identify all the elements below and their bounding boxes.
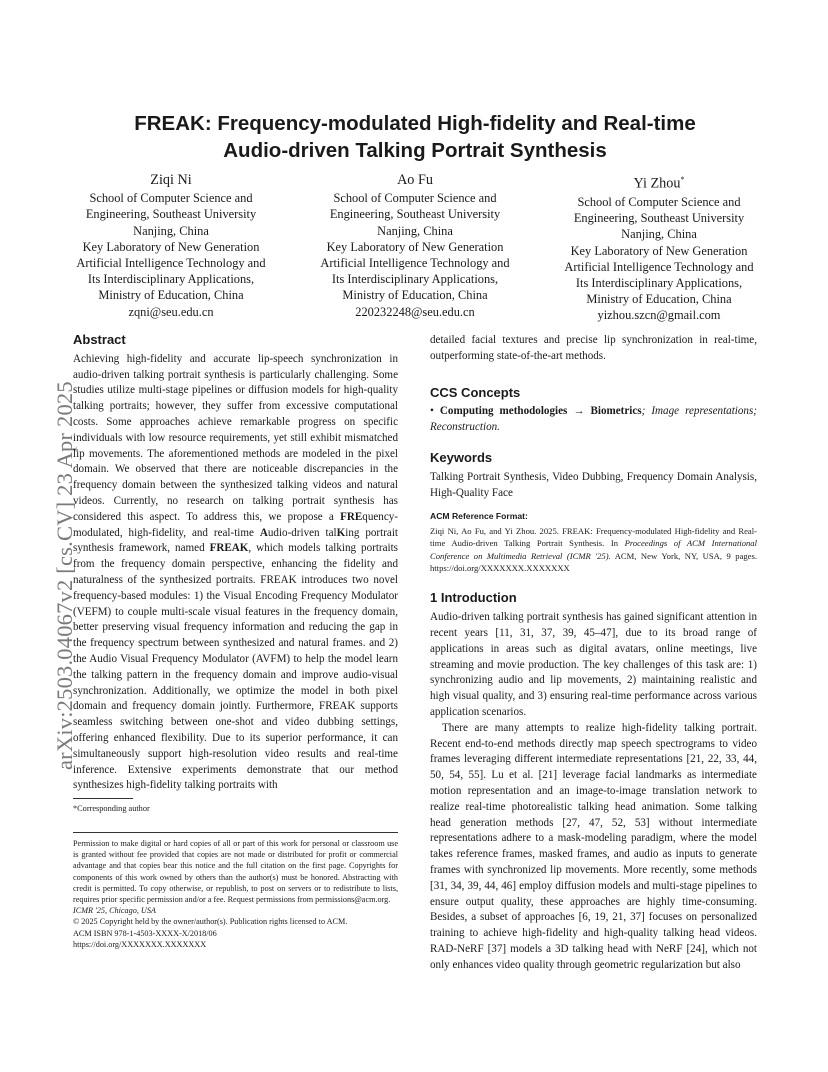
affil-line: Engineering, Southeast University bbox=[573, 211, 745, 226]
affil-line: Key Laboratory of New Generation bbox=[326, 239, 504, 254]
affil-line: Its Interdisciplinary Applications, bbox=[331, 272, 499, 287]
ccs-text: • Computing methodologies → Biometrics; Image representations; Reconstruction. bbox=[430, 405, 757, 434]
affil-line: Its Interdisciplinary Applications, bbox=[575, 275, 743, 290]
title-line-2: Audio-driven Talking Portrait Synthesis bbox=[223, 139, 607, 162]
affil-line: Ministry of Education, China bbox=[586, 292, 732, 307]
intro-paragraph-2: There are many attempts to realize high-fidelity talking portrait. Recent end-to-end methods directly map speech spectrograms to video frames leveraging different intermediate representations [21, 22, 33, 44, 50, 54, 55]. Lu et al. [21] leverage facial landmarks as intermediate motion representation and an image-to-image translation network to realize real-time photorealistic talking head animation. Some talking head generation methods [27, 47, 52, 53] without intermediate representations adhere to a mask-modeling paradigm, where the model takes reference frames, masked frames, and audio as inputs to generate frames with synchronized lip movements. More recently, some methods [31, 34, 39, 44, 46] employ diffusion models and multi-stage pipelines to ensure output quality, these approaches are highly time-consuming. Besides, a subset of approaches [6, 19, 21, 37] focuses on personalized training to achieve high-fidelity and high-quality talking head videos. RAD-NeRF [37] models a 3D talking head with NeRF [24], which not only enhances video quality through geometric regularization but also bbox=[430, 721, 757, 971]
author-3 bbox=[548, 172, 770, 324]
affil-line: School of Computer Science and bbox=[89, 191, 253, 206]
paper-title bbox=[60, 110, 770, 164]
doi-link[interactable]: https://doi.org/XXXXXXX.XXXXXXX bbox=[73, 939, 207, 949]
affil-line: Engineering, Southeast University bbox=[85, 207, 257, 222]
arxiv-id: arXiv:2503.04067v2 [cs.CV] 23 Apr 2025 bbox=[52, 381, 77, 770]
author-name: Ao Fu bbox=[397, 172, 433, 188]
author-name: Ziqi Ni bbox=[150, 172, 192, 188]
affil-line: Artificial Intelligence Technology and bbox=[76, 256, 266, 271]
affil-line: Ministry of Education, China bbox=[342, 288, 488, 303]
permission-rule bbox=[73, 832, 398, 833]
author-email: 220232248@seu.edu.cn bbox=[355, 304, 475, 319]
corresponding-mark: * bbox=[680, 175, 685, 184]
affil-line: Engineering, Southeast University bbox=[329, 207, 501, 222]
keywords-heading: Keywords bbox=[430, 449, 493, 465]
affil-line: Ministry of Education, China bbox=[98, 288, 244, 303]
author-email: yizhou.szcn@gmail.com bbox=[597, 308, 721, 323]
ccs-heading: CCS Concepts bbox=[430, 384, 521, 400]
abstract-continued: detailed facial textures and precise lip synchronization in real-time, outperforming state-of-the-art methods. bbox=[430, 334, 757, 362]
author-name: Yi Zhou* bbox=[633, 175, 685, 192]
permission-text: Permission to make digital or hard copies of all or part of this work for personal or classroom use is granted without fee provided that copies are not made or distributed for profit or commercial advantage and that copies bear this notice and the full citation on the first page. Copyrights for components of this work owned by others than the author(s) must be honored. Abstracting with credit is permitted. To copy otherwise, or republish, to post on servers or to redistribute to lists, requires prior specific permission and/or a fee. Request permissions from permissions@acm.org. bbox=[73, 839, 398, 905]
author-2 bbox=[304, 172, 526, 324]
intro-paragraph-1: Audio-driven talking portrait synthesis has gained significant attention in recent years [11, 31, 37, 39, 45–47], due to its broad range of applications in areas such as digital avatars, online meetings, live streaming and movie production. The key challenges of this task are: 1) synchronizing audio and lip movements, 2) maintaining realistic and high visual quality, and 3) ensuring real-time performance across various application scenarios. bbox=[430, 611, 757, 718]
affil-line: Nanjing, China bbox=[133, 223, 209, 238]
venue: ICMR '25, Chicago, USA bbox=[73, 906, 156, 916]
affil-line: Artificial Intelligence Technology and bbox=[320, 256, 510, 271]
keywords-text: Talking Portrait Synthesis, Video Dubbing, Frequency Domain Analysis, High-Quality Face bbox=[430, 470, 757, 499]
affil-line: Its Interdisciplinary Applications, bbox=[87, 272, 255, 287]
abstract-heading: Abstract bbox=[73, 332, 126, 347]
abstract-text: Achieving high-fidelity and accurate lip-speech synchronization in audio-driven talking portrait synthesis is particularly challenging. Some studies utilize multi-stage pipelines or diffusion models for high-quality talking portraits; however, they suffer from excessive computational costs. Some approaches achieve remarkable progress on specific individuals with low resource requirements, yet still exhibit mismatched lip movements. The aforementioned methods are modeled in the pixel domain. We observed that there are noticeable discrepancies in the frequency domain between the synthesized talking videos and natural videos. Currently, no research on talking portrait synthesis has considered this aspect. To address this, we propose a FREquency-modulated, high-fidelity, and real-time Audio-driven talKing portrait synthesis framework, named FREAK, which models talking portraits from the frequency domain perspective, enhancing the fidelity and naturalness of the synthesized portraits. FREAK introduces two novel frequency-based modules: 1) the Visual Encoding Frequency Modulator (VEFM) to couple multi-scale visual features in the frequency domain, better preserving visual frequency information and reducing the gap in the frequency spectrum between synthesized and natural frames. and 2) the Audio Visual Frequency Modulator (AVFM) to help the model learn the talking pattern in the frequency domain and improve audio-visual synchronization. Additionally, we optimize the model in both pixel domain and frequency domain jointly. Furthermore, FREAK supports seamless switching between one-shot and video dubbing settings, offering enhanced flexibility. Due to its superior performance, it can simultaneously support high-resolution video results and real-time inference. Extensive experiments demonstrate that our method synthesizes high-fidelity talking portraits with bbox=[73, 352, 398, 792]
affil-line: School of Computer Science and bbox=[333, 191, 497, 206]
footnote: *Corresponding author bbox=[73, 804, 150, 813]
affil-line: School of Computer Science and bbox=[577, 194, 741, 209]
right-column bbox=[430, 333, 757, 973]
author-block bbox=[60, 172, 770, 324]
permission-block bbox=[73, 838, 398, 950]
arxiv-sidebar bbox=[18, 290, 77, 770]
affil-line: Nanjing, China bbox=[621, 227, 697, 242]
affil-line: Artificial Intelligence Technology and bbox=[564, 259, 754, 274]
acm-reference-text: Ziqi Ni, Ao Fu, and Yi Zhou. 2025. FREAK: Frequency-modulated High-fidelity and Real-time Audio-driven Talking Portrait Synthesis. In Proceedings of ACM International Conference on Multimedia Retrieval (ICMR '25). ACM, New York, NY, USA, 9 pages. https://doi.org/XXXXXXX.XXXXXXX bbox=[430, 526, 757, 574]
affil-line: Key Laboratory of New Generation bbox=[82, 239, 260, 254]
author-email: zqni@seu.edu.cn bbox=[128, 304, 214, 319]
affil-line: Nanjing, China bbox=[377, 223, 453, 238]
author-1 bbox=[60, 172, 282, 324]
isbn: ACM ISBN 978-1-4503-XXXX-X/2018/06 bbox=[73, 928, 217, 938]
intro-heading: 1 Introduction bbox=[430, 590, 517, 606]
copyright: © 2025 Copyright held by the owner/author(s). Publication rights licensed to ACM. bbox=[73, 917, 348, 927]
left-column bbox=[73, 332, 398, 794]
footnote-rule bbox=[73, 798, 133, 799]
title-line-1: FREAK: Frequency-modulated High-fidelity and Real-time bbox=[134, 112, 696, 135]
acm-reference-heading: ACM Reference Format: bbox=[430, 511, 528, 522]
affil-line: Key Laboratory of New Generation bbox=[570, 243, 748, 258]
